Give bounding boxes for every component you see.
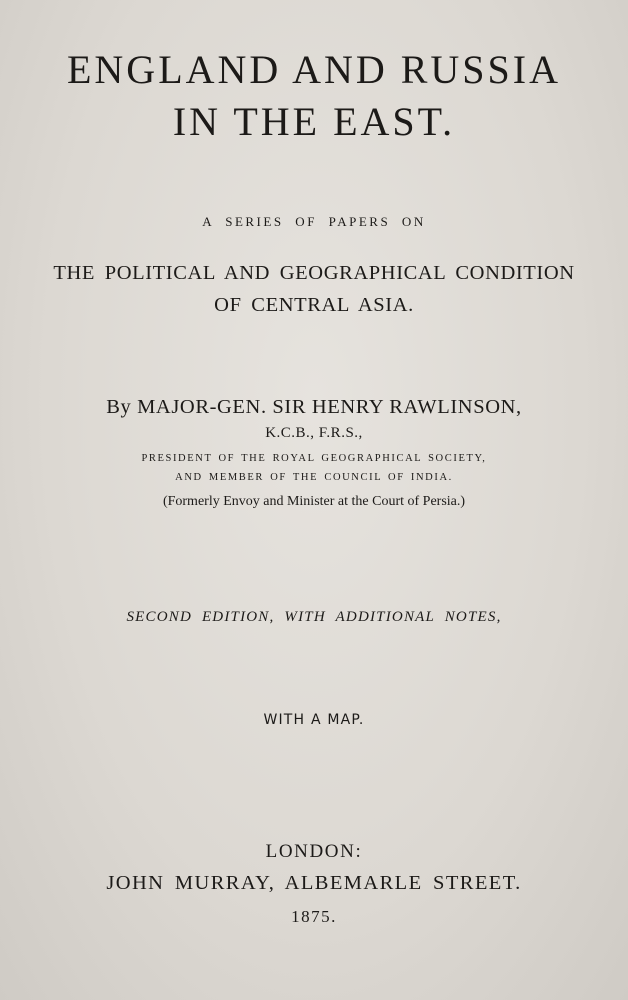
- subject-line-1: THE POLITICAL AND GEOGRAPHICAL CONDITION: [53, 262, 575, 284]
- author-honors: K.C.B., F.R.S.,: [265, 425, 363, 441]
- author-line: By MAJOR-GEN. SIR HENRY RAWLINSON,: [106, 396, 522, 418]
- series-line: A SERIES OF PAPERS ON: [202, 214, 426, 229]
- book-title-line-1: ENGLAND AND RUSSIA: [66, 47, 562, 92]
- imprint-year: 1875.: [291, 907, 337, 926]
- book-title-line-2: IN THE EAST.: [172, 99, 456, 144]
- map-note: WITH A MAP.: [263, 712, 365, 728]
- imprint-place: LONDON:: [265, 841, 363, 862]
- author-office-line-2: AND MEMBER OF THE COUNCIL OF INDIA.: [175, 472, 453, 483]
- edition-line: SECOND EDITION, WITH ADDITIONAL NOTES,: [126, 609, 502, 625]
- author-former-post: (Formerly Envoy and Minister at the Court of Persia.): [162, 494, 466, 509]
- subject-line-2: OF CENTRAL ASIA.: [214, 294, 414, 316]
- imprint-publisher: JOHN MURRAY, ALBEMARLE STREET.: [106, 872, 522, 894]
- author-office-line-1: PRESIDENT OF THE ROYAL GEOGRAPHICAL SOCIETY,: [141, 453, 487, 464]
